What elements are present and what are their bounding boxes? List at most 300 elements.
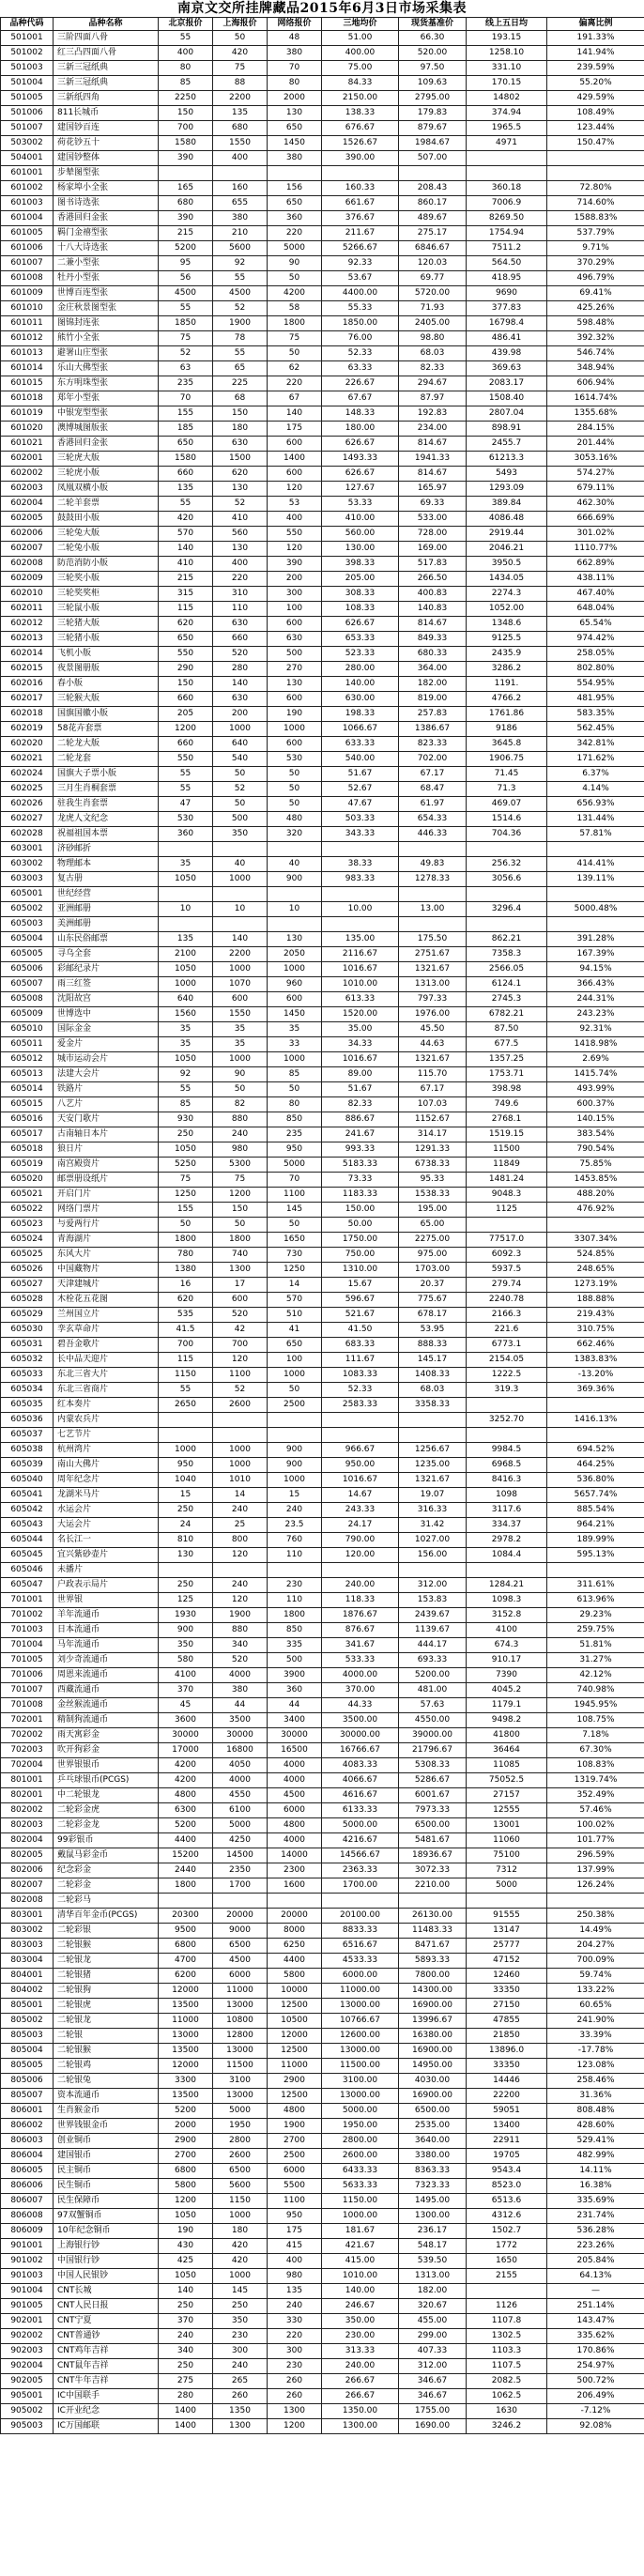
cell-online-five-day-avg: 1906.75 [467,752,547,767]
cell-average-price: 10766.67 [322,2014,399,2029]
cell-average-price: 415.00 [322,2254,399,2269]
cell-shanghai-price: 6000 [213,1969,268,1984]
table-row [1,2209,644,2224]
cell-shanghai-price: 220 [213,572,268,587]
table-row [1,812,644,827]
cell-online-price: 10500 [268,2014,322,2029]
cell-online-price: 12500 [268,2089,322,2104]
cell-code: 601013 [1,346,54,361]
cell-shanghai-price: 140 [213,677,268,692]
cell-beijing-price: 2650 [159,1398,213,1413]
cell-average-price: 180.00 [322,422,399,437]
cell-code: 605035 [1,1398,54,1413]
cell-average-price: 240.00 [322,2359,399,2374]
table-row [1,1623,644,1638]
table-row [1,76,644,91]
table-row [1,872,644,887]
cell-name: 戴鼠马彩金币 [54,1848,159,1863]
cell-name: 飞机小版 [54,647,159,662]
cell-code: 602021 [1,752,54,767]
cell-spot-base-price: 1941.33 [399,452,467,467]
cell-deviation-ratio: 311.61% [547,1578,644,1593]
cell-spot-base-price: 13.00 [399,902,467,917]
table-row [1,1413,644,1428]
cell-spot-base-price: 208.43 [399,181,467,196]
cell-deviation-ratio: 75.85% [547,1158,644,1173]
cell-name: 户政表示局片 [54,1578,159,1593]
cell-name: 生肖猴金币 [54,2104,159,2119]
cell-code: 501006 [1,106,54,121]
cell-shanghai-price: 3500 [213,1713,268,1728]
cell-online-price: 12500 [268,1999,322,2014]
cell-deviation-ratio: 241.90% [547,2014,644,2029]
cell-online-price: 2300 [268,1863,322,1878]
cell-deviation-ratio: 188.88% [547,1293,644,1308]
cell-online-five-day-avg: 1302.5 [467,2329,547,2344]
cell-average-price: 4083.33 [322,1758,399,1773]
cell-deviation-ratio: 258.05% [547,647,644,662]
table-row [1,1112,644,1127]
cell-spot-base-price: 316.33 [399,1503,467,1518]
cell-online-five-day-avg: 677.5 [467,1037,547,1052]
cell-online-five-day-avg: 319.3 [467,1383,547,1398]
cell-spot-base-price: 879.67 [399,121,467,136]
cell-average-price: 181.67 [322,2224,399,2239]
cell-beijing-price: 5200 [159,1818,213,1833]
cell-deviation-ratio [547,1398,644,1413]
cell-beijing-price: 15 [159,1488,213,1503]
cell-name: 南山大佛片 [54,1458,159,1473]
cell-deviation-ratio: 808.48% [547,2104,644,2119]
cell-average-price: 1016.67 [322,1052,399,1067]
cell-deviation-ratio: 29.23% [547,1608,644,1623]
cell-spot-base-price: 140.83 [399,602,467,617]
cell-online-price: 4000 [268,1758,322,1773]
table-row [1,91,644,106]
cell-shanghai-price: 400 [213,557,268,572]
cell-online-price: 850 [268,1112,322,1127]
cell-code: 805005 [1,2059,54,2074]
cell-average-price: 55.33 [322,301,399,316]
cell-name: 名长江一 [54,1533,159,1548]
cell-name: 10年纪念铜币 [54,2224,159,2239]
cell-online-five-day-avg: 2919.44 [467,527,547,542]
cell-shanghai-price: 280 [213,662,268,677]
cell-code: 605017 [1,1127,54,1142]
cell-code: 605007 [1,977,54,992]
cell-name: 兰州国立片 [54,1308,159,1323]
cell-name: 美洲邮册 [54,917,159,932]
cell-shanghai-price: 5300 [213,1158,268,1173]
cell-online-five-day-avg: 1434.05 [467,572,547,587]
cell-shanghai-price: 52 [213,1383,268,1398]
table-row [1,1082,644,1097]
cell-spot-base-price: 1984.67 [399,136,467,151]
cell-average-price: 596.67 [322,1293,399,1308]
table-row [1,692,644,707]
cell-average-price: 540.00 [322,752,399,767]
cell-spot-base-price: 6001.67 [399,1788,467,1803]
cell-shanghai-price: 65 [213,361,268,376]
table-row [1,1848,644,1863]
table-row [1,422,644,437]
cell-code: 503002 [1,136,54,151]
cell-deviation-ratio: 4.14% [547,782,644,797]
cell-deviation-ratio: 296.59% [547,1848,644,1863]
cell-beijing-price: 2250 [159,91,213,106]
cell-shanghai-price: 4250 [213,1833,268,1848]
table-row [1,2119,644,2134]
cell-online-five-day-avg: 4766.2 [467,692,547,707]
cell-deviation-ratio [547,1428,644,1443]
table-row [1,677,644,692]
cell-deviation-ratio: -13.20% [547,1368,644,1383]
cell-beijing-price: 410 [159,557,213,572]
cell-code: 605033 [1,1368,54,1383]
cell-spot-base-price: 6500.00 [399,2104,467,2119]
cell-name: 铁路片 [54,1082,159,1097]
cell-online-price: 900 [268,1443,322,1458]
cell-beijing-price: 6800 [159,2164,213,2179]
cell-beijing-price: 2440 [159,1863,213,1878]
cell-code: 602025 [1,782,54,797]
cell-average-price: 876.67 [322,1623,399,1638]
cell-spot-base-price: 4030.00 [399,2074,467,2089]
cell-shanghai-price: 13000 [213,2089,268,2104]
cell-spot-base-price: 1278.33 [399,872,467,887]
cell-beijing-price: 55 [159,1383,213,1398]
cell-shanghai-price: 240 [213,2359,268,2374]
cell-average-price: 1350.00 [322,2404,399,2419]
cell-online-five-day-avg: 334.37 [467,1518,547,1533]
cell-average-price: 5000.00 [322,1818,399,1833]
cell-spot-base-price: 7323.33 [399,2179,467,2194]
cell-average-price: 38.33 [322,857,399,872]
cell-shanghai-price: 2600 [213,1398,268,1413]
cell-shanghai-price: 55 [213,271,268,286]
cell-spot-base-price: 346.67 [399,2374,467,2389]
cell-online-five-day-avg: 11085 [467,1758,547,1773]
cell-average-price: 111.67 [322,1353,399,1368]
cell-beijing-price: 130 [159,1548,213,1563]
cell-name: 熊竹小全张 [54,331,159,346]
cell-online-price: 50 [268,1218,322,1233]
table-row [1,301,644,316]
table-row [1,2299,644,2314]
cell-online-five-day-avg [467,842,547,857]
cell-code: 605018 [1,1142,54,1158]
cell-deviation-ratio: 482.99% [547,2149,644,2164]
cell-online-five-day-avg: 22200 [467,2089,547,2104]
cell-online-price: 650 [268,121,322,136]
cell-name: 二轮银狗 [54,1984,159,1999]
cell-deviation-ratio: 16.38% [547,2179,644,2194]
cell-spot-base-price: 1321.67 [399,1473,467,1488]
cell-code: 602002 [1,467,54,482]
cell-code: 702003 [1,1743,54,1758]
cell-beijing-price: 150 [159,106,213,121]
cell-code: 805007 [1,2089,54,2104]
cell-code: 605046 [1,1563,54,1578]
cell-online-price: 2500 [268,2149,322,2164]
cell-deviation-ratio: 67.30% [547,1743,644,1758]
cell-shanghai-price [213,887,268,902]
cell-online-price: 14000 [268,1848,322,1863]
table-row [1,1563,644,1578]
cell-code: 602001 [1,452,54,467]
table-row [1,1052,644,1067]
cell-spot-base-price: 234.00 [399,422,467,437]
cell-online-five-day-avg: 25777 [467,1939,547,1954]
cell-name: 碧吾金歌片 [54,1338,159,1353]
cell-spot-base-price: 1139.67 [399,1623,467,1638]
cell-deviation-ratio: 137.99% [547,1863,644,1878]
cell-online-price: 500 [268,1653,322,1668]
cell-average-price: 230.00 [322,2329,399,2344]
cell-spot-base-price: 6846.67 [399,241,467,256]
cell-deviation-ratio: 464.25% [547,1458,644,1473]
cell-online-price: 2900 [268,2074,322,2089]
cell-online-price: 10 [268,902,322,917]
cell-spot-base-price: 5893.33 [399,1954,467,1969]
table-row [1,1097,644,1112]
cell-code: 602027 [1,812,54,827]
cell-online-five-day-avg: 4100 [467,1623,547,1638]
cell-spot-base-price: 192.83 [399,406,467,422]
cell-spot-base-price [399,917,467,932]
cell-online-five-day-avg: 36464 [467,1743,547,1758]
cell-shanghai-price [213,1428,268,1443]
cell-online-price: 3900 [268,1668,322,1683]
cell-code: 603001 [1,842,54,857]
cell-deviation-ratio: 2.69% [547,1052,644,1067]
cell-online-five-day-avg: 4971 [467,136,547,151]
cell-deviation-ratio: 170.86% [547,2344,644,2359]
cell-online-price: 730 [268,1248,322,1263]
cell-deviation-ratio: 3053.16% [547,452,644,467]
cell-online-five-day-avg: 6513.6 [467,2194,547,2209]
cell-name: 网络门票片 [54,1203,159,1218]
cell-online-five-day-avg: 14446 [467,2074,547,2089]
table-row [1,1158,644,1173]
cell-deviation-ratio: 885.54% [547,1503,644,1518]
cell-code: 702001 [1,1713,54,1728]
cell-beijing-price: 165 [159,181,213,196]
cell-average-price: 118.33 [322,1593,399,1608]
header-code: 品种代码 [1,18,54,31]
cell-online-five-day-avg [467,1563,547,1578]
cell-beijing-price: 5200 [159,2104,213,2119]
cell-average-price: 341.67 [322,1638,399,1653]
cell-spot-base-price: 145.17 [399,1353,467,1368]
cell-spot-base-price: 109.63 [399,76,467,91]
cell-online-price: 90 [268,256,322,271]
cell-average-price: 198.33 [322,707,399,722]
cell-shanghai-price: 540 [213,752,268,767]
table-row [1,887,644,902]
cell-code: 802005 [1,1848,54,1863]
table-row [1,196,644,211]
cell-average-price: 560.00 [322,527,399,542]
cell-deviation-ratio: 9.71% [547,241,644,256]
cell-name: CNT长城 [54,2284,159,2299]
table-row [1,1518,644,1533]
cell-online-price: 500 [268,647,322,662]
cell-online-five-day-avg: 1107.8 [467,2314,547,2329]
cell-deviation-ratio: 108.75% [547,1713,644,1728]
cell-code: 601012 [1,331,54,346]
cell-spot-base-price: 678.17 [399,1308,467,1323]
cell-code: 701002 [1,1608,54,1623]
cell-shanghai-price: 120 [213,1548,268,1563]
cell-online-five-day-avg: 27150 [467,1999,547,2014]
cell-spot-base-price: 71.93 [399,301,467,316]
cell-spot-base-price: 31.42 [399,1518,467,1533]
cell-beijing-price: 47 [159,797,213,812]
cell-shanghai-price: 1950 [213,2119,268,2134]
cell-online-five-day-avg: 16798.4 [467,316,547,331]
cell-name: 二轮彩金龙 [54,1818,159,1833]
cell-code: 801001 [1,1773,54,1788]
cell-online-five-day-avg: 3117.6 [467,1503,547,1518]
cell-shanghai-price: 1200 [213,1188,268,1203]
cell-average-price: 626.67 [322,617,399,632]
table-row [1,1548,644,1563]
cell-code: 605038 [1,1443,54,1458]
cell-beijing-price: 550 [159,752,213,767]
cell-shanghai-price: 655 [213,196,268,211]
table-row [1,1818,644,1833]
cell-beijing-price: 135 [159,932,213,947]
cell-average-price: 148.33 [322,406,399,422]
cell-deviation-ratio: 740.98% [547,1683,644,1698]
cell-code: 605032 [1,1353,54,1368]
cell-average-price: 52.67 [322,782,399,797]
cell-code: 602005 [1,512,54,527]
cell-beijing-price: 370 [159,1683,213,1698]
cell-beijing-price: 660 [159,467,213,482]
cell-online-five-day-avg: 7312 [467,1863,547,1878]
cell-online-five-day-avg: 3296.4 [467,902,547,917]
cell-beijing-price: 140 [159,2284,213,2299]
cell-beijing-price: 1000 [159,977,213,992]
cell-spot-base-price: 6500.00 [399,1818,467,1833]
cell-online-price: 220 [268,226,322,241]
cell-average-price: 140.00 [322,677,399,692]
cell-average-price: 6433.33 [322,2164,399,2179]
cell-average-price: 2800.00 [322,2134,399,2149]
cell-name: 物理邮本 [54,857,159,872]
cell-deviation-ratio: — [547,2284,644,2299]
cell-name: 民主铜币 [54,2164,159,2179]
cell-name: 世博百连型张 [54,286,159,301]
cell-deviation-ratio: 392.32% [547,331,644,346]
cell-beijing-price: 15200 [159,1848,213,1863]
cell-beijing-price [159,887,213,902]
cell-code: 605039 [1,1458,54,1473]
cell-spot-base-price: 16900.00 [399,2089,467,2104]
cell-name: 防范消防小版 [54,557,159,572]
cell-online-five-day-avg: 13400 [467,2119,547,2134]
cell-name: 三轮虎小版 [54,467,159,482]
table-row [1,1638,644,1653]
cell-name: 凤凰双横小版 [54,482,159,497]
cell-spot-base-price: 4550.00 [399,1713,467,1728]
cell-online-price: 900 [268,872,322,887]
cell-spot-base-price: 69.33 [399,497,467,512]
cell-beijing-price: 13500 [159,2089,213,2104]
cell-online-price: 67 [268,391,322,406]
cell-beijing-price: 1200 [159,722,213,737]
cell-average-price: 1016.67 [322,1473,399,1488]
cell-spot-base-price: 21796.67 [399,1743,467,1758]
cell-deviation-ratio: 425.26% [547,301,644,316]
cell-code: 603003 [1,872,54,887]
cell-name: 世纪经营 [54,887,159,902]
cell-deviation-ratio: 679.11% [547,482,644,497]
cell-online-five-day-avg: 3950.5 [467,557,547,572]
cell-online-price: 360 [268,1683,322,1698]
cell-name: 孪玄草命片 [54,1323,159,1338]
cell-shanghai-price: 6100 [213,1803,268,1818]
cell-online-five-day-avg: 13147 [467,1924,547,1939]
cell-online-five-day-avg: 21850 [467,2029,547,2044]
table-row [1,512,644,527]
cell-beijing-price: 650 [159,632,213,647]
cell-spot-base-price: 680.33 [399,647,467,662]
cell-shanghai-price: 1800 [213,1233,268,1248]
cell-beijing-price: 550 [159,647,213,662]
cell-average-price: 150.00 [322,1203,399,1218]
cell-name: 吹开狗彩金 [54,1743,159,1758]
table-row [1,2029,644,2044]
cell-shanghai-price: 50 [213,1218,268,1233]
cell-online-five-day-avg: 3152.8 [467,1608,547,1623]
cell-online-price: 41 [268,1323,322,1338]
cell-shanghai-price: 2800 [213,2134,268,2149]
cell-name: 红本奏片 [54,1398,159,1413]
cell-online-price: 200 [268,572,322,587]
cell-name: CNT牛年吉祥 [54,2374,159,2389]
cell-code: 902003 [1,2344,54,2359]
cell-name: 建国钞整体 [54,151,159,166]
cell-online-five-day-avg: 1103.3 [467,2344,547,2359]
cell-spot-base-price: 481.00 [399,1683,467,1698]
cell-deviation-ratio: 69.41% [547,286,644,301]
cell-shanghai-price: 230 [213,2329,268,2344]
cell-average-price: 400.00 [322,46,399,61]
table-row [1,346,644,361]
cell-spot-base-price: 69.77 [399,271,467,286]
cell-online-five-day-avg: 360.18 [467,181,547,196]
cell-beijing-price: 80 [159,61,213,76]
cell-average-price: 370.00 [322,1683,399,1698]
cell-online-five-day-avg: 3056.6 [467,872,547,887]
cell-name: 未播片 [54,1563,159,1578]
cell-online-price: 20000 [268,1909,322,1924]
cell-code: 605013 [1,1067,54,1082]
cell-shanghai-price: 560 [213,527,268,542]
cell-name: 二轮彩金虎 [54,1803,159,1818]
cell-shanghai-price: 25 [213,1518,268,1533]
cell-online-price: 415 [268,2239,322,2254]
table-row [1,557,644,572]
cell-spot-base-price: 95.33 [399,1173,467,1188]
cell-spot-base-price: 312.00 [399,1578,467,1593]
cell-average-price [322,1413,399,1428]
cell-beijing-price: 1000 [159,1443,213,1458]
cell-beijing-price: 13500 [159,2044,213,2059]
